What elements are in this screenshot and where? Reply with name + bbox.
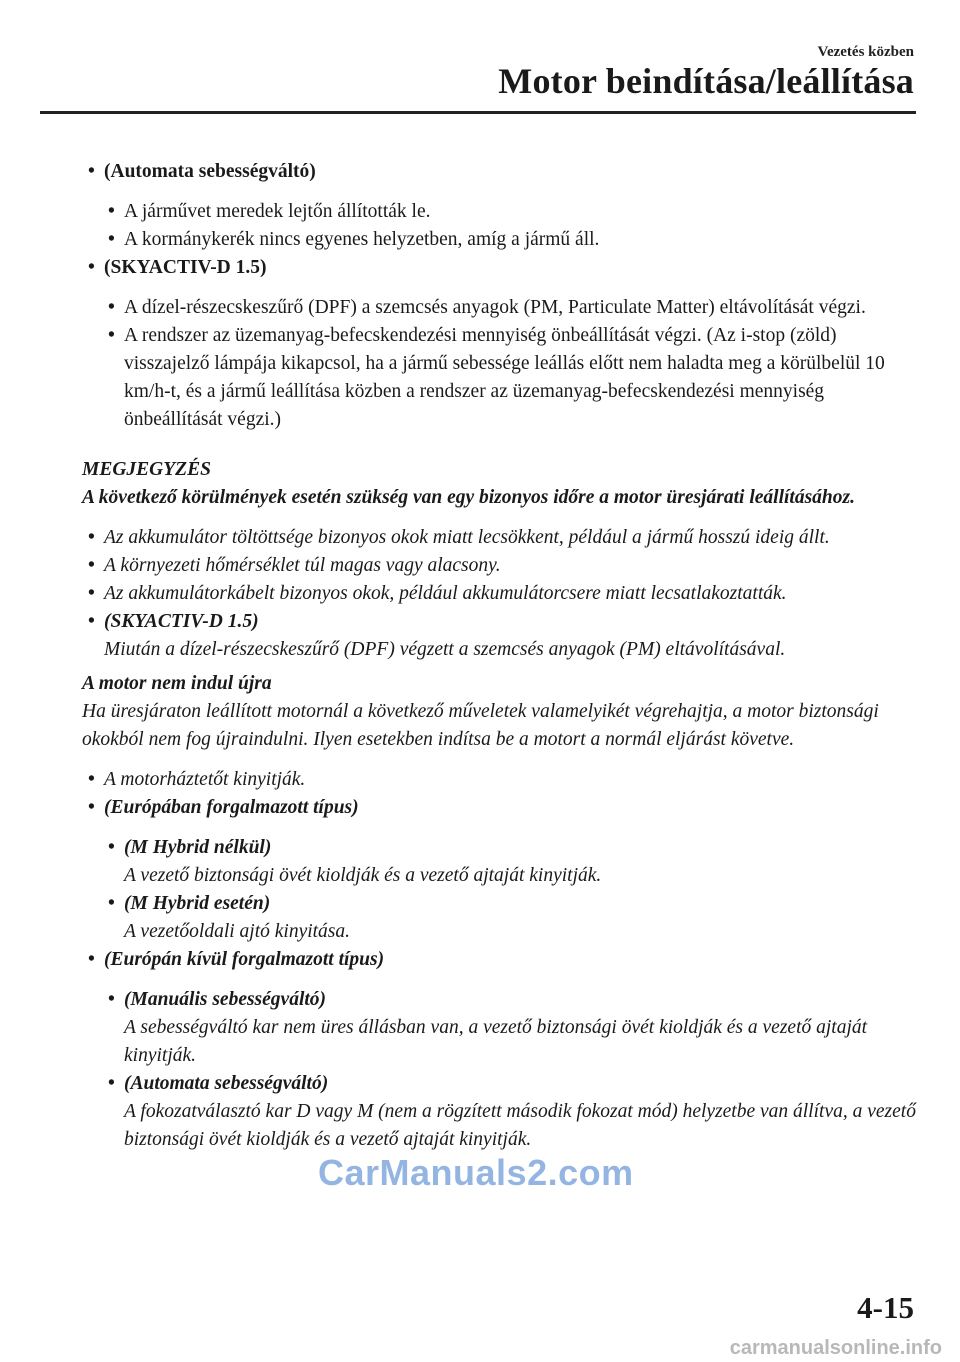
list-item [82, 580, 922, 608]
bullet-icon: • [88, 583, 95, 604]
list-item [82, 552, 922, 580]
list-item-title: (Európán kívül forgalmazott típus) [104, 949, 385, 970]
list-item-title: (M Hybrid esetén) [124, 893, 271, 914]
bullet-icon: • [108, 229, 115, 250]
restart-section [82, 670, 922, 1154]
header-rule [40, 111, 916, 114]
list-item-title: (SKYACTIV-D 1.5) [104, 611, 259, 632]
chapter-title: Motor beindítása/leállítása [498, 61, 914, 101]
bullet-icon: • [108, 1073, 115, 1094]
list-item-title: (Európában forgalmazott típus) [104, 797, 359, 818]
list-item-text: A motorháztetőt kinyitják. [104, 769, 306, 790]
bullet-icon: • [108, 325, 115, 346]
bullet-icon: • [108, 297, 115, 318]
bullet-icon: • [88, 769, 95, 790]
list-item [82, 766, 922, 794]
bullet-icon: • [88, 527, 95, 548]
list-item [102, 1070, 922, 1154]
bullet-icon: • [88, 555, 95, 576]
section-intro: Ha üresjáraton leállított motornál a következő műveletek valamelyikét végrehajtja, a motor biztonsági okokból nem fog újraindulni. Ilyen esetekben indítsa be a motort a normál eljárást követve. [82, 701, 879, 750]
bullet-icon: • [88, 949, 95, 970]
section-title: Vezetés közben [817, 44, 914, 60]
list-item [102, 890, 922, 946]
list-item-text: (SKYACTIV-D 1.5) [104, 257, 267, 278]
list-item [102, 198, 922, 226]
list-item [82, 946, 922, 974]
list-item-text: Az akkumulátor töltöttsége bizonyos okok miatt lecsökkent, például a jármű hosszú ideig állt. [104, 527, 830, 548]
list-item [102, 322, 922, 434]
list-item [102, 986, 922, 1070]
bullet-icon: • [88, 161, 95, 182]
footer-site-text: carmanualsonline.info [729, 1337, 942, 1359]
list-item [82, 794, 922, 822]
note-box [82, 456, 922, 664]
note-heading: A következő körülmények esetén szükség van egy bizonyos időre a motor üresjárati leállításához. [82, 487, 855, 508]
list-item-text: (Automata sebességváltó) [104, 161, 316, 182]
list-item-text: A rendszer az üzemanyag-befecskendezési mennyiség önbeállítását végzi. (Az i-stop (zöld) visszajelző lámpája kikapcsol, ha a jármű sebessége leállás előtt nem haladta meg a körülbelül 10 km/h-t, és a jármű leállítása közben a rendszer az üzemanyag-befecskendezési mennyiség önbeállítását végzi.) [124, 325, 885, 430]
list-item [82, 158, 922, 186]
bullet-icon: • [108, 989, 115, 1010]
list-item-text: A járművet meredek lejtőn állították le. [124, 201, 431, 222]
list-item-text: A kormánykerék nincs egyenes helyzetben, amíg a jármű áll. [124, 229, 600, 250]
list-item-text: A dízel-részecskeszűrő (DPF) a szemcsés anyagok (PM, Particulate Matter) eltávolítását végzi. [124, 297, 866, 318]
page-number: 4-15 [857, 1290, 914, 1325]
bullet-icon: • [88, 797, 95, 818]
list-item-text: A vezetőoldali ajtó kinyitása. [124, 921, 351, 942]
list-item-title: (Manuális sebességváltó) [124, 989, 327, 1010]
page-content [82, 158, 922, 1154]
section-heading: A motor nem indul újra [82, 673, 272, 694]
list-item-text: Miután a dízel-részecskeszűrő (DPF) végzett a szemcsés anyagok (PM) eltávolításával. [104, 639, 786, 660]
bullet-icon: • [108, 837, 115, 858]
list-item [82, 524, 922, 552]
list-item-text: A sebességváltó kar nem üres állásban van, a vezető biztonsági övét kioldják és a vezető ajtaját kinyitják. [124, 1017, 868, 1066]
list-item [82, 254, 922, 282]
list-item [102, 834, 922, 890]
watermark-text: CarManuals2.com [318, 1152, 634, 1193]
list-item-text: A környezeti hőmérséklet túl magas vagy alacsony. [104, 555, 501, 576]
bullet-icon: • [108, 201, 115, 222]
list-item [82, 608, 922, 664]
list-item [102, 294, 922, 322]
list-item-title: (M Hybrid nélkül) [124, 837, 272, 858]
bullet-icon: • [108, 893, 115, 914]
list-item-text: A fokozatválasztó kar D vagy M (nem a rögzített második fokozat mód) helyzetbe van állítva, a vezető biztonsági övét kioldják és a vezető ajtaját kinyitják. [124, 1101, 916, 1150]
list-item-text: Az akkumulátorkábelt bizonyos okok, például akkumulátorcsere miatt lecsatlakoztatták. [104, 583, 787, 604]
list-item-title: (Automata sebességváltó) [124, 1073, 329, 1094]
bullet-icon: • [88, 611, 95, 632]
list-item-text: A vezető biztonsági övét kioldják és a vezető ajtaját kinyitják. [124, 865, 602, 886]
bullet-icon: • [88, 257, 95, 278]
list-item [102, 226, 922, 254]
note-label: MEGJEGYZÉS [82, 459, 211, 480]
